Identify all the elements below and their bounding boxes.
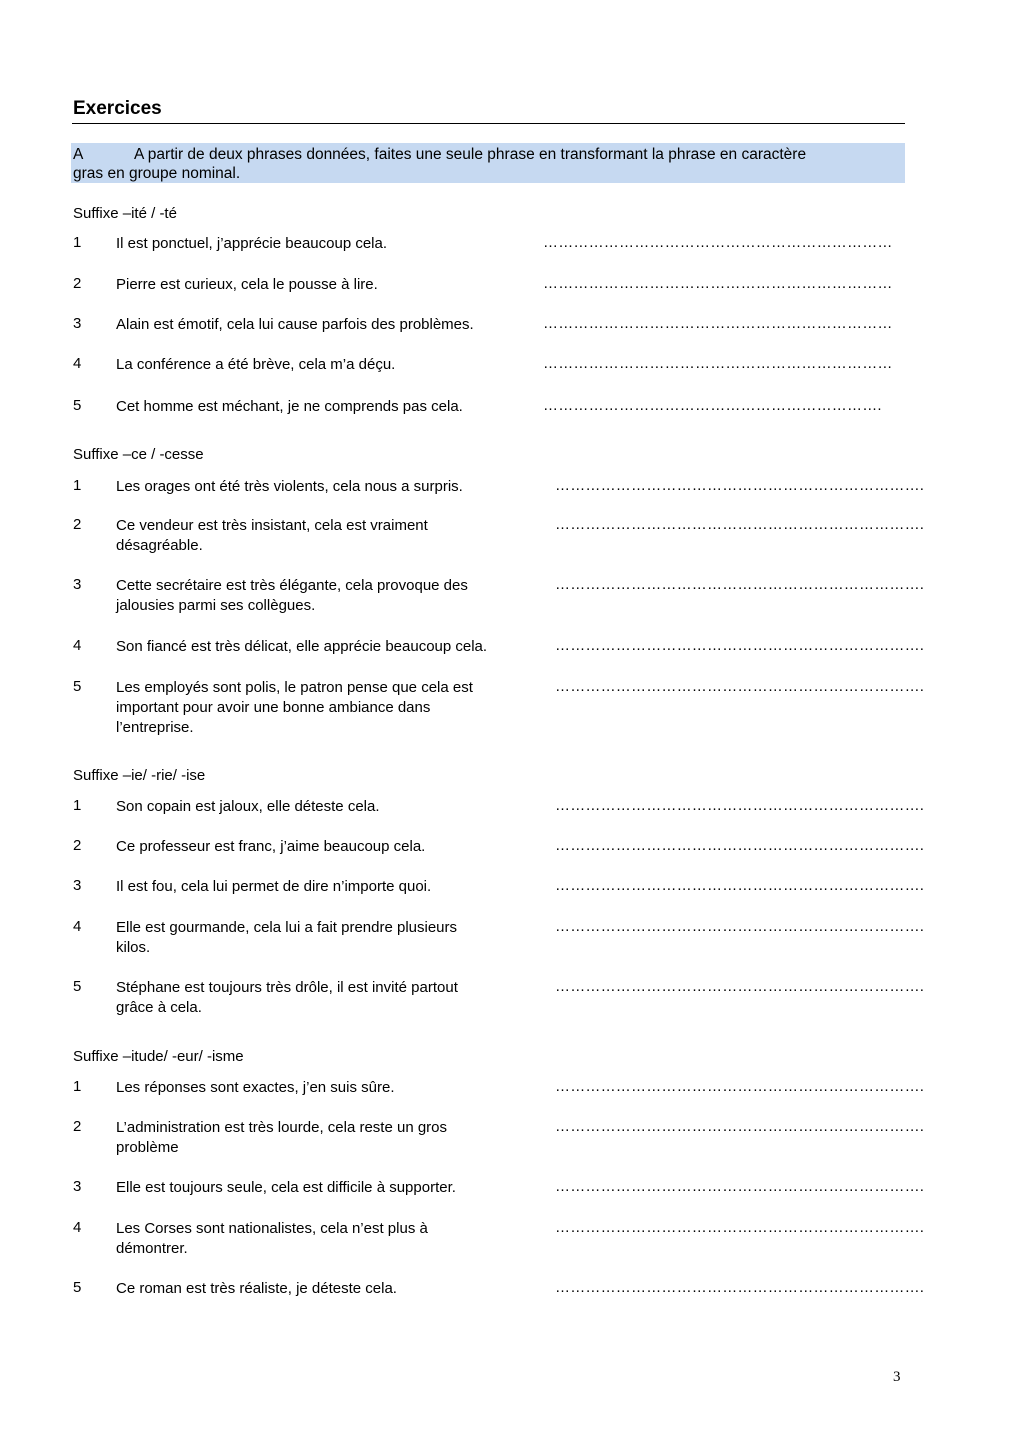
item-number: 1 [73, 477, 82, 494]
title-underline [72, 123, 905, 124]
item-number: 2 [73, 837, 82, 854]
answer-line[interactable]: ………………………………………………………………. [555, 918, 925, 935]
answer-line[interactable]: …………………………………………………………… [543, 315, 893, 332]
item-sentence: Elle est toujours seule, cela est difficile à supporter. [116, 1179, 456, 1196]
instruction-letter: A [73, 146, 84, 163]
answer-line[interactable]: …………………………………………………………… [543, 355, 893, 372]
section-heading: Suffixe –ie/ -rie/ -ise [73, 767, 206, 784]
answer-line[interactable]: ………………………………………………………………. [555, 637, 925, 654]
answer-line[interactable]: ………………………………………………………………. [555, 1078, 925, 1095]
item-sentence: Ce professeur est franc, j’aime beaucoup cela. [116, 838, 426, 855]
section-heading: Suffixe –ce / -cesse [73, 446, 204, 463]
item-sentence: Elle est gourmande, cela lui a fait prendre plusieurs kilos. [116, 919, 458, 956]
item-sentence: Les orages ont été très violents, cela nous a surpris. [116, 478, 463, 495]
answer-line[interactable]: ………………………………………………………………. [555, 1279, 925, 1296]
item-number: 2 [73, 275, 82, 292]
answer-line[interactable]: …………………………………………………………. [543, 397, 882, 414]
page-number: 3 [893, 1369, 901, 1385]
answer-line[interactable]: ………………………………………………………………. [555, 837, 925, 854]
item-sentence: Les employés sont polis, le patron pense que cela est important pour avoir une bonne ambiance dans l’entreprise. [116, 679, 473, 736]
item-number: 5 [73, 397, 82, 414]
item-sentence: Il est ponctuel, j’apprécie beaucoup cela. [116, 235, 388, 252]
item-number: 5 [73, 678, 82, 695]
item-number: 4 [73, 918, 82, 935]
section-heading: Suffixe –itude/ -eur/ -isme [73, 1048, 244, 1065]
item-number: 3 [73, 1178, 82, 1195]
answer-line[interactable]: ………………………………………………………………. [555, 576, 925, 593]
instruction-text-line1: A partir de deux phrases données, faites une seule phrase en transformant la phrase en caractère [134, 146, 807, 163]
item-number: 1 [73, 1078, 82, 1095]
item-number: 5 [73, 1279, 82, 1296]
page-title: Exercices [73, 98, 162, 119]
answer-line[interactable]: ………………………………………………………………. [555, 678, 925, 695]
item-number: 1 [73, 234, 82, 251]
answer-line[interactable]: ………………………………………………………………. [555, 797, 925, 814]
item-number: 5 [73, 978, 82, 995]
instruction-text-line2: gras en groupe nominal. [73, 165, 241, 182]
item-number: 3 [73, 877, 82, 894]
answer-line[interactable]: ………………………………………………………………. [555, 877, 925, 894]
answer-line[interactable]: …………………………………………………………… [543, 275, 893, 292]
item-sentence: Cette secrétaire est très élégante, cela provoque des jalousies parmi ses collègues. [116, 577, 468, 614]
item-number: 2 [73, 516, 82, 533]
item-number: 4 [73, 637, 82, 654]
item-sentence: Les réponses sont exactes, j’en suis sûre. [116, 1079, 395, 1096]
answer-line[interactable]: ………………………………………………………………. [555, 477, 925, 494]
item-sentence: Alain est émotif, cela lui cause parfois des problèmes. [116, 316, 474, 333]
instruction-box [71, 143, 905, 183]
item-sentence: Son copain est jaloux, elle déteste cela. [116, 798, 380, 815]
answer-line[interactable]: ………………………………………………………………. [555, 1178, 925, 1195]
item-sentence: Les Corses sont nationalistes, cela n’est plus à démontrer. [116, 1220, 428, 1257]
item-sentence: Il est fou, cela lui permet de dire n’importe quoi. [116, 878, 432, 895]
item-number: 4 [73, 1219, 82, 1236]
item-number: 4 [73, 355, 82, 372]
item-sentence: Pierre est curieux, cela le pousse à lire. [116, 276, 378, 293]
item-sentence: Ce roman est très réaliste, je déteste cela. [116, 1280, 397, 1297]
item-number: 3 [73, 315, 82, 332]
item-sentence: Stéphane est toujours très drôle, il est invité partout grâce à cela. [116, 979, 458, 1016]
answer-line[interactable]: ………………………………………………………………. [555, 978, 925, 995]
item-number: 2 [73, 1118, 82, 1135]
item-number: 1 [73, 797, 82, 814]
section-heading: Suffixe –ité / -té [73, 205, 177, 222]
item-sentence: Son fiancé est très délicat, elle apprécie beaucoup cela. [116, 638, 488, 655]
item-sentence: Cet homme est méchant, je ne comprends pas cela. [116, 398, 463, 415]
answer-line[interactable]: …………………………………………………………… [543, 234, 893, 251]
item-number: 3 [73, 576, 82, 593]
item-sentence: Ce vendeur est très insistant, cela est vraiment désagréable. [116, 517, 428, 554]
item-sentence: L’administration est très lourde, cela reste un gros problème [116, 1119, 448, 1156]
item-sentence: La conférence a été brève, cela m’a déçu. [116, 356, 396, 373]
answer-line[interactable]: ………………………………………………………………. [555, 516, 925, 533]
answer-line[interactable]: ………………………………………………………………. [555, 1118, 925, 1135]
answer-line[interactable]: ………………………………………………………………. [555, 1219, 925, 1236]
